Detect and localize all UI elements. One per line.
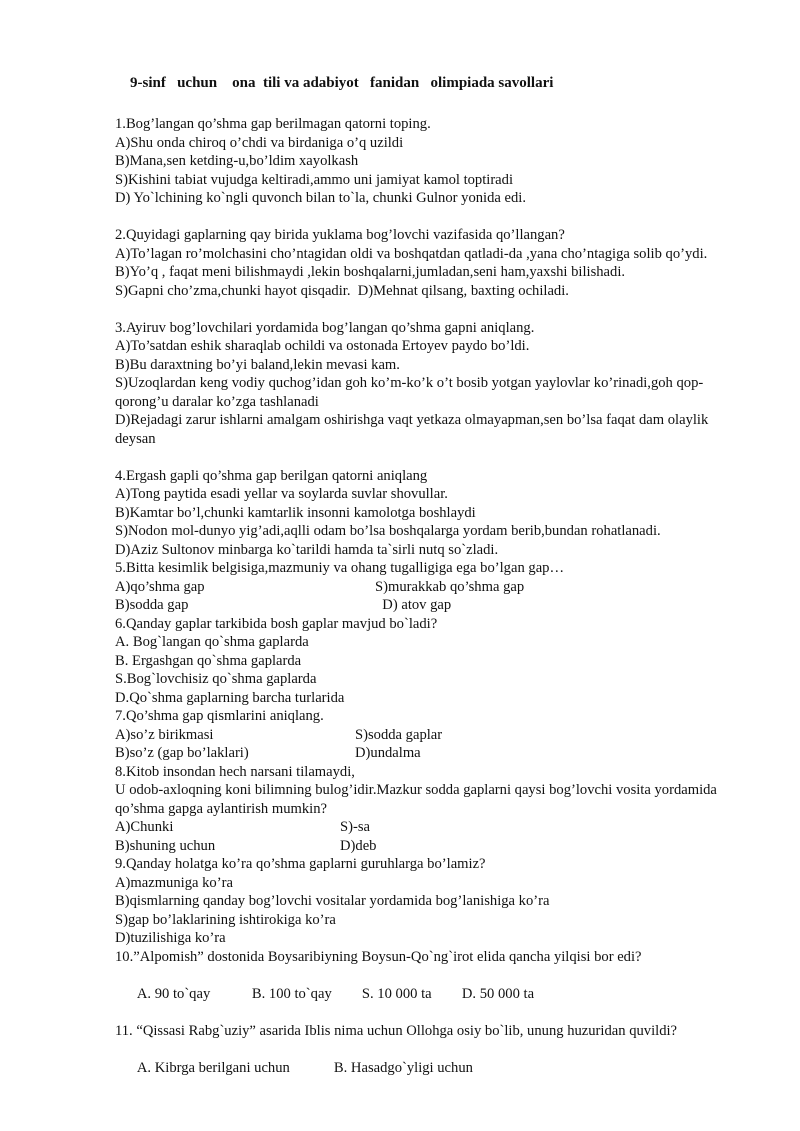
question-text: 3.Ayiruv bog’lovchilari yordamida bog’langan qo’shma gapni aniqlang. bbox=[115, 319, 535, 336]
answer-b: B)qismlarning qanday bog’lovchi vositalar yordamida bog’lanishiga ko’ra bbox=[115, 893, 550, 909]
question-text: 4.Ergash gapli qo’shma gap berilgan qatorni aniqlang bbox=[115, 467, 428, 484]
answer-s: S)gap bo’laklarining ishtirokiga ko’ra bbox=[115, 911, 336, 928]
question-text: 6.Qanday gaplar tarkibida bosh gaplar mavjud bo`ladi? bbox=[115, 615, 438, 632]
question-11 bbox=[115, 1022, 745, 1096]
question-text: 10.”Alpomish” dostonida Boysaribiyning Boysun-Qo`ng`irot elida qancha yilqisi bor edi? bbox=[115, 948, 642, 965]
answer-a: A)To’satdan eshik sharaqlab ochildi va ostonada Ertoyev paydo bo’ldi. bbox=[115, 338, 530, 354]
answer-b: B)Bu daraxtning bo’yi baland,lekin mevasi kam. bbox=[115, 356, 400, 373]
answer-a: A)Shu onda chiroq o’chdi va birdaniga o’q uzildi bbox=[115, 134, 404, 151]
answer-b: B)sodda gap bbox=[115, 597, 189, 613]
answer-a: A. Kibrga berilgani uchun bbox=[136, 1059, 290, 1076]
answer-s: S. 10 000 ta bbox=[361, 985, 432, 1002]
question-text: 7.Qo’shma gap qismlarini aniqlang. bbox=[115, 708, 324, 724]
question-text: 11. “Qissasi Rabg`uziy” asarida Iblis nima uchun Ollohga osiy bo`lib, unung huzuridan quvildi? bbox=[115, 1022, 678, 1039]
question-5 bbox=[115, 559, 745, 615]
answer-b: B. Hasadgo`yligi uchun bbox=[333, 1059, 473, 1076]
answer-a: A. 90 to`qay bbox=[136, 985, 211, 1002]
answer-a: A)Tong paytida esadi yellar va soylarda suvlar shovullar. bbox=[115, 486, 448, 502]
question-2 bbox=[115, 226, 745, 300]
answer-a: A)mazmuniga ko’ra bbox=[115, 874, 233, 891]
question-text-continued: U odob-axloqning koni bilimning bulog’idir.Mazkur sodda gaplarni qaysi bog’lovchi vosita yordamida qo’shma gapga aylantirish mumkin? bbox=[115, 782, 721, 817]
document-page bbox=[115, 73, 745, 1096]
answer-b: B. 100 to`qay bbox=[251, 985, 332, 1002]
answer-s: S)-sa bbox=[340, 819, 370, 835]
answer-d: D)Rejadagi zarur ishlarni amalgam oshirishga vaqt yetkaza olmayapman,sen bo’lsa faqat dam olaylik deysan bbox=[115, 412, 712, 447]
question-text: 8.Kitob insondan hech narsani tilamaydi, bbox=[115, 763, 355, 780]
question-4 bbox=[115, 467, 745, 560]
answer-d: D) atov gap bbox=[375, 597, 452, 613]
answer-d: D.Qo`shma gaplarning barcha turlarida bbox=[115, 689, 345, 706]
answer-d: D)Aziz Sultonov minbarga ko`tarildi hamda ta`sirli nutq so`zladi. bbox=[115, 541, 499, 558]
question-8 bbox=[115, 763, 745, 856]
answer-b: B. Ergashgan qo`shma gaplarda bbox=[115, 652, 302, 669]
answer-b: B)Mana,sen ketding-u,bo’ldim xayolkash bbox=[115, 153, 359, 169]
answer-a: A. Bog`langan qo`shma gaplarda bbox=[115, 634, 309, 650]
question-7 bbox=[115, 707, 745, 763]
answer-d: D) Yo`lchining ko`ngli quvonch bilan to`la, chunki Gulnor yonida edi. bbox=[115, 190, 527, 206]
answer-s: S)sodda gaplar bbox=[355, 726, 443, 743]
answer-d: D)undalma bbox=[355, 745, 421, 761]
question-text: 9.Qanday holatga ko’ra qo’shma gaplarni guruhlarga bo’lamiz? bbox=[115, 856, 486, 872]
question-text: 5.Bitta kesimlik belgisiga,mazmuniy va ohang tugalligiga ega bo’lgan gap… bbox=[115, 560, 565, 576]
answer-b: B)shuning uchun bbox=[115, 837, 216, 854]
answer-a: A)so’z birikmasi bbox=[115, 726, 214, 743]
answer-a: A)To’lagan ro’molchasini cho’ntagidan oldi va boshqatdan qatladi-da ,yana cho’ntagiga solib qo’ydi. bbox=[115, 245, 708, 262]
answer-d: D. 50 000 ta bbox=[461, 985, 535, 1002]
answer-s: S)Nodon mol-dunyo yig’adi,aqlli odam bo’lsa boshqalarga yordam berib,bundan rohatlanadi. bbox=[115, 523, 661, 539]
answer-s: S)murakkab qo’shma gap bbox=[375, 578, 525, 595]
answer-b: B)so’z (gap bo’laklari) bbox=[115, 745, 249, 761]
question-1 bbox=[115, 115, 745, 208]
answer-a: A)qo’shma gap bbox=[115, 578, 205, 595]
question-3 bbox=[115, 319, 745, 449]
question-text: 1.Bog’langan qo’shma gap berilmagan qatorni toping. bbox=[115, 116, 431, 132]
answer-d: D)tuzilishiga ko’ra bbox=[115, 930, 226, 946]
question-6 bbox=[115, 615, 745, 708]
answer-s: S)Kishini tabiat vujudga keltiradi,ammo uni jamiyat kamol toptiradi bbox=[115, 171, 514, 188]
question-text: 2.Quyidagi gaplarning qay birida yuklama bog’lovchi vazifasida qo’llangan? bbox=[115, 227, 565, 243]
answer-s-d: S)Gapni cho’zma,chunki hayot qisqadir. D)Mehnat qilsang, baxting ochiladi. bbox=[115, 282, 569, 299]
answer-b: B)Kamtar bo’l,chunki kamtarlik insonni kamolotga boshlaydi bbox=[115, 504, 476, 521]
question-10 bbox=[115, 948, 745, 1022]
answer-s: S)Uzoqlardan keng vodiy quchog’idan goh ko’m-ko’k o’t bosib yotgan yaylovlar ko’rinadi,goh qop-qorong’u daralar ko’zga tashlanadi bbox=[115, 375, 704, 410]
page-title: 9-sinf uchun ona tili va adabiyot fanidan olimpiada savollari bbox=[130, 75, 554, 91]
question-9 bbox=[115, 855, 745, 948]
answer-a: A)Chunki bbox=[115, 819, 174, 835]
answer-s: S.Bog`lovchisiz qo`shma gaplarda bbox=[115, 671, 317, 687]
answer-b: B)Yo’q , faqat meni bilishmaydi ,lekin boshqalarni,jumladan,seni ham,yaxshi bilishadi. bbox=[115, 264, 626, 280]
answer-d: D)deb bbox=[340, 837, 377, 854]
